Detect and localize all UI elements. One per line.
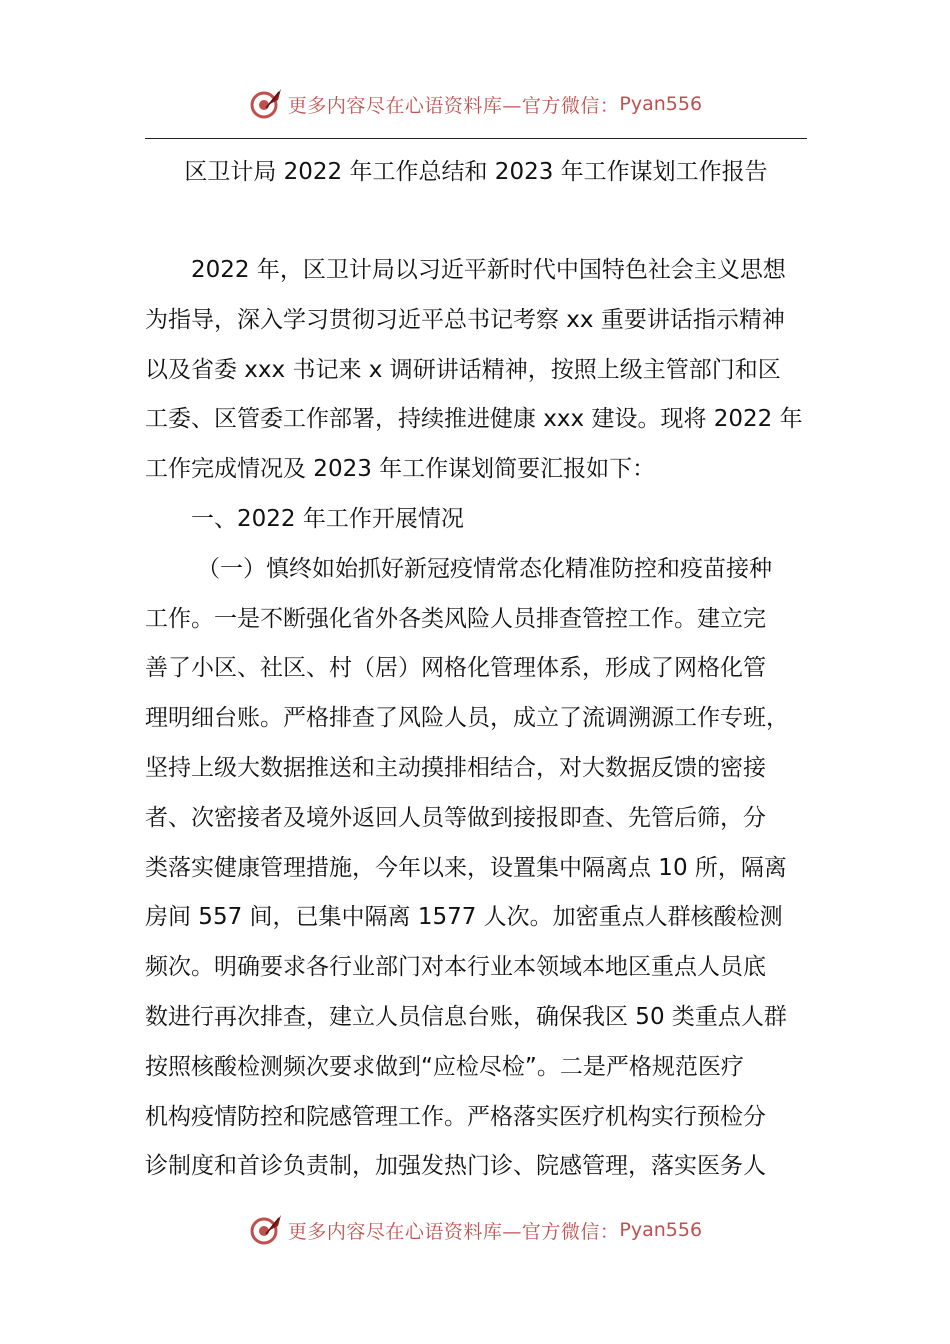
quill-logo-icon: [248, 86, 284, 122]
paragraph-line: 工委、区管委工作部署，持续推进健康 xxx 建设。现将 2022 年: [145, 406, 803, 433]
paragraph-line: 以及省委 xxx 书记来 x 调研讲话精神，按照上级主管部门和区: [145, 356, 781, 383]
watermark-id: Pyan556: [619, 93, 703, 115]
subsection-heading: （一）慎终如始抓好新冠疫情常态化精准防控和疫苗接种: [197, 555, 772, 582]
watermark-id: Pyan556: [619, 1219, 703, 1241]
paragraph-line: 类落实健康管理措施，今年以来，设置集中隔离点 10 所，隔离: [145, 854, 787, 881]
footer-watermark: [0, 1208, 950, 1252]
watermark-text: 更多内容尽在心语资料库—官方微信：: [287, 1220, 620, 1243]
watermark-text: 更多内容尽在心语资料库—官方微信：: [287, 94, 620, 117]
paragraph-line: 坚持上级大数据推送和主动摸排相结合，对大数据反馈的密接: [145, 754, 766, 781]
header-watermark: [0, 82, 950, 126]
document-body: [145, 246, 825, 1192]
paragraph-line: 数进行再次排查，建立人员信息台账，确保我区 50 类重点人群: [145, 1003, 787, 1030]
paragraph-line: 为指导，深入学习贯彻习近平总书记考察 xx 重要讲话指示精神: [145, 306, 785, 333]
paragraph-line: 机构疫情防控和院感管理工作。严格落实医疗机构实行预检分: [145, 1103, 766, 1130]
paragraph-line: 工作。一是不断强化省外各类风险人员排查管控工作。建立完: [145, 605, 766, 632]
paragraph-line: 理明细台账。严格排查了风险人员，成立了流调溯源工作专班，: [145, 705, 789, 732]
paragraph-line: 工作完成情况及 2023 年工作谋划简要汇报如下：: [145, 456, 656, 483]
document-title: 区卫计局 2022 年工作总结和 2023 年工作谋划工作报告: [184, 159, 768, 185]
paragraph-line: 房间 557 间，已集中隔离 1577 人次。加密重点人群核酸检测: [145, 904, 783, 931]
paragraph-line: 诊制度和首诊负责制，加强发热门诊、院感管理，落实医务人: [145, 1153, 766, 1180]
paragraph-line: 2022 年，区卫计局以习近平新时代中国特色社会主义思想: [191, 257, 786, 283]
paragraph-line: 频次。明确要求各行业部门对本行业本领域本地区重点人员底: [145, 954, 766, 981]
header-rule: [145, 138, 807, 139]
paragraph-line: 按照核酸检测频次要求做到“应检尽检”。二是严格规范医疗: [145, 1053, 744, 1080]
paragraph-line: 者、次密接者及境外返回人员等做到接报即查、先管后筛，分: [145, 804, 766, 831]
quill-logo-icon: [248, 1212, 284, 1248]
section-heading: 一、2022 年工作开展情况: [191, 505, 464, 532]
paragraph-line: 善了小区、社区、村（居）网格化管理体系，形成了网格化管: [145, 655, 766, 682]
